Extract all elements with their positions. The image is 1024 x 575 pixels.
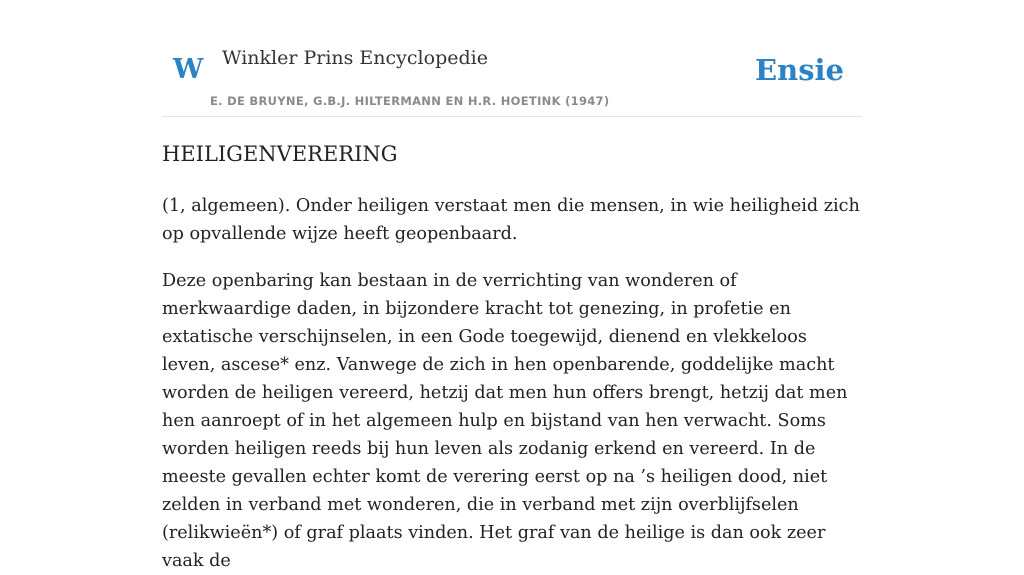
- article-paragraph: (1, algemeen). Onder heiligen verstaat men die mensen, in wie heiligheid zich op opvallende wijze heeft geopenbaard.: [162, 196, 860, 244]
- ensie-logo-link[interactable]: Ensie: [755, 53, 844, 87]
- article: [162, 138, 862, 575]
- winkler-prins-logo[interactable]: W: [173, 54, 204, 85]
- source-authors: E. DE BRUYNE, G.B.J. HILTERMANN EN H.R. HOETINK (1947): [210, 94, 610, 108]
- article-paragraph: Deze openbaring kan bestaan in de verrichting van wonderen of merkwaardige daden, in bijzondere kracht tot genezing, in profetie en extatische verschijnselen, in een Gode toegewijd, dienend en vlekkeloos leven, ascese* enz. Vanwege de zich in hen openbarende, goddelijke macht worden de heiligen vereerd, hetzij dat men hun offers brengt, hetzij dat men hen aanroept of in het algemeen hulp en bijstand van hen verwacht. Soms worden heiligen reeds bij hun leven als zodanig erkend en vereerd. In de meeste gevallen echter komt de verering eerst op na ’s heiligen dood, niet zelden in verband met wonderen, die in verband met zijn overblijfselen (relikwieën*) of graf plaats vinden. Het graf van de heilige is dan ook zeer vaak de: [162, 271, 848, 571]
- source-title[interactable]: Winkler Prins Encyclopedie: [222, 47, 488, 69]
- article-title: HEILIGENVERERING: [162, 142, 398, 166]
- source-header: [162, 0, 862, 117]
